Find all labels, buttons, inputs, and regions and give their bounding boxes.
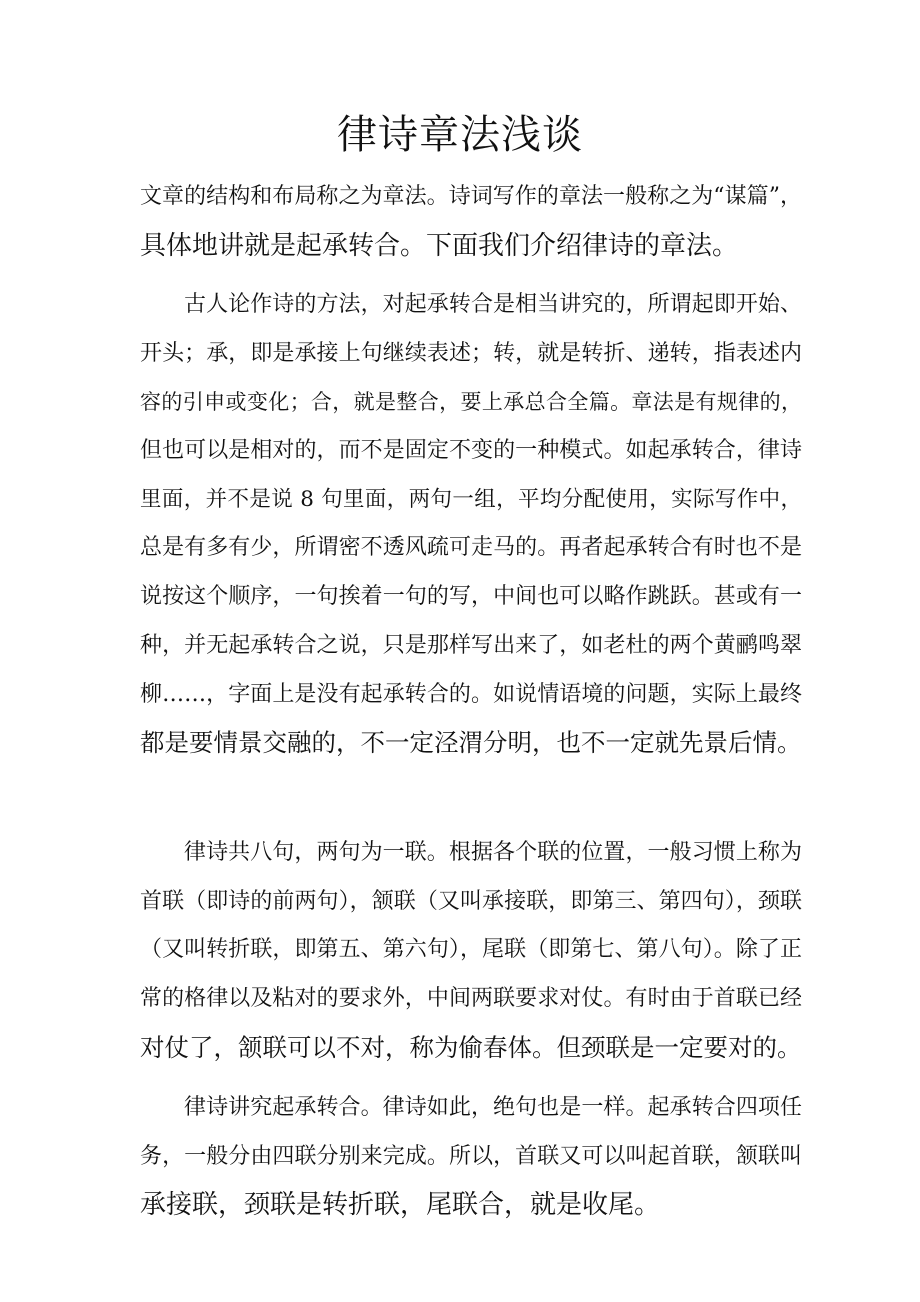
paragraph xyxy=(140,829,802,1072)
document-title: 律诗章法浅谈 xyxy=(337,112,583,158)
text-line: 律诗讲究起承转合。律诗如此，绝句也是一样。起承转合四项任 xyxy=(184,1095,802,1120)
text-line: 对仗了，颔联可以不对，称为偷春体。但颈联是一定要对的。 xyxy=(140,1032,802,1062)
text-line: 但也可以是相对的，而不是固定不变的一种模式。如起承转合，律诗 xyxy=(140,438,802,464)
text-line: （又叫转折联，即第五、第六句），尾联（即第七、第八句）。除了正 xyxy=(140,937,802,963)
paragraph xyxy=(140,173,802,270)
text-line: 种，并无起承转合之说，只是那样写出来了，如老杜的两个黄鹂鸣翠 xyxy=(140,632,802,658)
paragraph xyxy=(140,1084,802,1230)
text-line: 具体地讲就是起承转合。下面我们介绍律诗的章法。 xyxy=(140,230,739,261)
text-line: 里面，并不是说 8 句里面，两句一组，平均分配使用，实际写作中， xyxy=(140,486,802,512)
text-line: 柳……，字面上是没有起承转合的。如说情语境的问题，实际上最终 xyxy=(140,681,802,707)
text-line: 都是要情景交融的，不一定泾渭分明，也不一定就先景后情。 xyxy=(140,728,802,758)
text-line: 首联（即诗的前两句），颔联（又叫承接联，即第三、第四句），颈联 xyxy=(140,888,802,914)
paragraph xyxy=(140,281,802,768)
text-line: 说按这个顺序，一句挨着一句的写，中间也可以略作跳跃。甚或有一 xyxy=(140,584,802,610)
text-line: 古人论作诗的方法，对起承转合是相当讲究的，所谓起即开始、 xyxy=(184,292,802,317)
text-line: 文章的结构和布局称之为章法。诗词写作的章法一般称之为“谋篇”， xyxy=(140,184,802,209)
text-line: 常的格律以及粘对的要求外，中间两联要求对仗。有时由于首联已经 xyxy=(140,986,802,1012)
text-line: 开头；承，即是承接上句继续表述；转，就是转折、递转，指表述内 xyxy=(140,340,802,366)
text-line: 务，一般分由四联分别来完成。所以，首联又可以叫起首联，颔联叫 xyxy=(140,1143,802,1169)
text-line: 容的引申或变化；合，就是整合，要上承总合全篇。章法是有规律的， xyxy=(140,390,802,415)
text-line: 承接联，颈联是转折联，尾联合，就是收尾。 xyxy=(140,1190,661,1221)
text-line: 律诗共八句，两句为一联。根据各个联的位置，一般习惯上称为 xyxy=(184,840,802,865)
text-line: 总是有多有少，所谓密不透风疏可走马的。再者起承转合有时也不是 xyxy=(140,535,802,561)
